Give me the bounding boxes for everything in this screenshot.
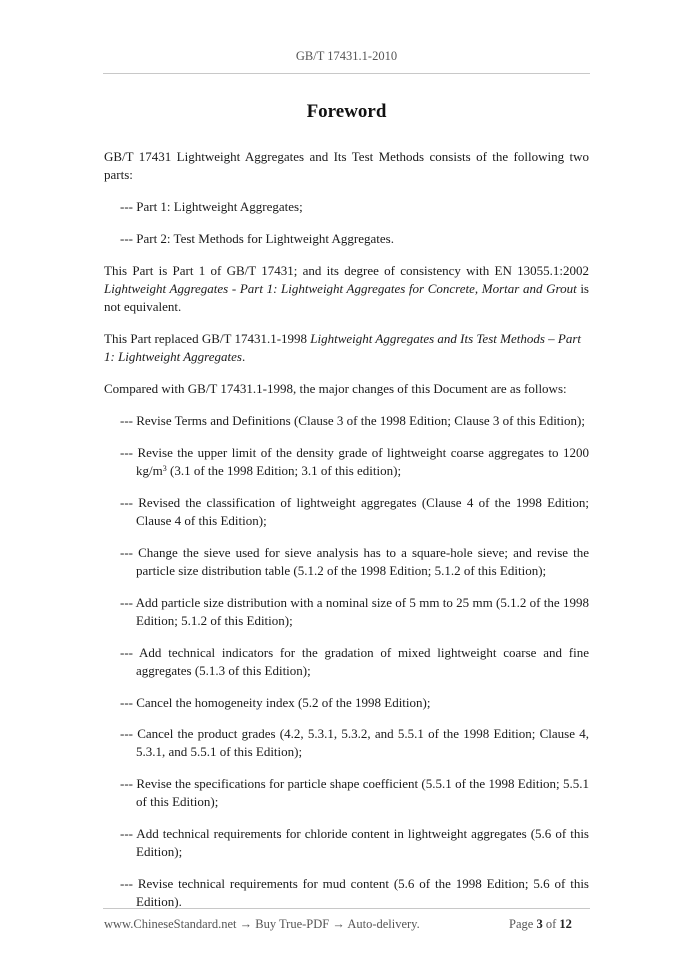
change-item: --- Add technical requirements for chloride content in lightweight aggregates (5.6 of this Edition); bbox=[120, 825, 589, 859]
consistency-end: is not equivalent. bbox=[104, 281, 589, 314]
replacement-end: . bbox=[241, 349, 246, 364]
replacement-paragraph bbox=[104, 330, 589, 366]
footer-divider bbox=[103, 908, 590, 909]
header-divider bbox=[103, 73, 590, 74]
auto-delivery-text: Auto-delivery. bbox=[347, 917, 420, 931]
change-item: --- Revise the specifications for particle shape coefficient (5.5.1 of the 1998 Edition; 5.5.1 of this Edition); bbox=[120, 775, 589, 809]
change-item: --- Revised the classification of lightweight aggregates (Clause 4 of the 1998 Edition; Clause 4 of this Edition); bbox=[120, 495, 589, 528]
page-label: Page bbox=[509, 917, 534, 931]
change-item: --- Cancel the homogeneity index (5.2 of the 1998 Edition); bbox=[120, 695, 431, 710]
changes-intro: Compared with GB/T 17431.1-1998, the major changes of this Document are as follows: bbox=[104, 381, 567, 396]
part-1-item: --- Part 1: Lightweight Aggregates; bbox=[120, 199, 303, 214]
en-standard-title: Lightweight Aggregates - Part 1: Lightweight Aggregates for Concrete, Mortar and Grout bbox=[104, 281, 577, 296]
page-indicator bbox=[509, 917, 572, 932]
document-body bbox=[104, 148, 589, 925]
replacement-text: This Part replaced GB/T 17431.1-1998 bbox=[104, 331, 311, 346]
change-item: --- Add technical indicators for the gradation of mixed lightweight coarse and fine aggregates (5.1.3 of this Edition); bbox=[120, 645, 589, 678]
change-item: --- Cancel the product grades (4.2, 5.3.1, 5.3.2, and 5.5.1 of the 1998 Edition; Clause 4, 5.3.1, and 5.5.1 of this Edition); bbox=[120, 725, 589, 759]
arrow-icon: → bbox=[332, 917, 345, 931]
superscript: 3 bbox=[162, 464, 167, 473]
change-text: (3.1 of the 1998 Edition; 3.1 of this edition); bbox=[166, 463, 402, 478]
running-header: GB/T 17431.1-2010 bbox=[295, 49, 398, 63]
intro-paragraph: GB/T 17431 Lightweight Aggregates and Its Test Methods consists of the following two parts: bbox=[104, 149, 589, 182]
change-item bbox=[104, 444, 589, 480]
replaced-standard-title: Lightweight Aggregates and Its Test Methods – Part 1: Lightweight Aggregates bbox=[104, 331, 582, 364]
current-page-number: 3 bbox=[536, 917, 543, 931]
change-item: --- Revise technical requirements for mud content (5.6 of the 1998 Edition; 5.6 of this Edition). bbox=[120, 875, 589, 909]
page-title: Foreword bbox=[306, 101, 387, 122]
consistency-text: This Part is Part 1 of GB/T 17431; and its degree of consistency with EN 13055.1:2002 bbox=[104, 263, 589, 278]
total-pages: 12 bbox=[559, 917, 572, 931]
consistency-paragraph bbox=[104, 262, 589, 316]
change-item: --- Revise Terms and Definitions (Clause 3 of the 1998 Edition; Clause 3 of this Edition); bbox=[120, 413, 585, 428]
of-label: of bbox=[545, 917, 557, 931]
footer-links bbox=[104, 917, 420, 932]
part-2-item: --- Part 2: Test Methods for Lightweight Aggregates. bbox=[120, 231, 394, 246]
arrow-icon: → bbox=[239, 917, 253, 931]
buy-pdf-link[interactable]: Buy True-PDF bbox=[255, 917, 330, 931]
site-link[interactable]: www.ChineseStandard.net bbox=[104, 917, 237, 931]
change-text: --- Revise the upper limit of the density grade of lightweight coarse aggregates to 1200 kg/m bbox=[120, 445, 589, 478]
change-item: --- Add particle size distribution with a nominal size of 5 mm to 25 mm (5.1.2 of the 1998 Edition; 5.1.2 of this Edition); bbox=[120, 595, 589, 628]
change-item: --- Change the sieve used for sieve analysis has to a square-hole sieve; and revise the particle size distribution table (5.1.2 of the 1998 Edition; 5.1.2 of this Edition); bbox=[120, 545, 589, 578]
